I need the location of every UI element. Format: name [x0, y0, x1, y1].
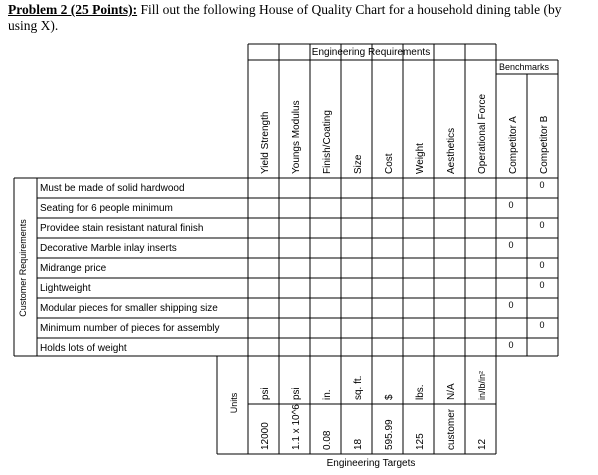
customer-requirement-label: Holds lots of weight	[40, 343, 127, 354]
competitor-b-value: 0	[539, 220, 545, 230]
column-header: Aesthetics	[446, 127, 457, 174]
benchmark-column-header: Competitor A	[508, 116, 519, 174]
competitor-b-value: 0	[539, 320, 545, 330]
engineering-target-value: 595.99	[384, 419, 395, 450]
engineering-target-value: 125	[415, 433, 426, 450]
customer-requirement-label: Minimum number of pieces for assembly	[40, 323, 220, 334]
customer-requirement-label: Must be made of solid hardwood	[40, 183, 185, 194]
engineering-target-value: 12000	[260, 422, 271, 450]
problem-heading: Problem 2 (25 Points):	[8, 2, 138, 17]
unit-value: $	[384, 394, 395, 400]
competitor-a-value: 0	[508, 340, 514, 350]
competitor-b-value: 0	[539, 180, 545, 190]
competitor-b-value: 0	[539, 280, 545, 290]
customer-requirement-label: Providee stain resistant natural finish	[40, 223, 204, 234]
customer-requirement-label: Modular pieces for smaller shipping size	[40, 303, 218, 314]
unit-value: psi	[291, 387, 302, 400]
customer-requirement-label: Decorative Marble inlay inserts	[40, 243, 177, 254]
competitor-b-value: 0	[539, 260, 545, 270]
engineering-target-value: 12	[477, 438, 488, 450]
units-label: Units	[229, 392, 239, 414]
unit-value: N/A	[446, 383, 457, 400]
customer-requirement-label: Midrange price	[40, 263, 107, 274]
engineering-target-value: 0.08	[322, 430, 333, 450]
column-header: Yield Strength	[260, 111, 271, 174]
column-header: Operational Force	[477, 93, 488, 174]
engineering-target-value: 18	[353, 438, 364, 450]
engineering-targets-label: Engineering Targets	[326, 458, 416, 469]
unit-value: psi	[260, 387, 271, 400]
column-header: Finish/Coating	[322, 110, 333, 174]
customer-requirements-label: Customer Requirements	[18, 219, 28, 317]
column-header: Youngs Modulus	[291, 100, 302, 174]
unit-value: lbs.	[415, 384, 426, 400]
column-header: Weight	[415, 143, 426, 174]
customer-requirement-label: Seating for 6 people minimum	[40, 203, 173, 214]
competitor-a-value: 0	[508, 240, 514, 250]
unit-value: in/lb/in²	[477, 370, 487, 400]
engineering-target-value: customer	[446, 408, 457, 450]
column-header: Size	[353, 154, 364, 174]
problem-text: Fill out the following House of Quality Chart for a household dining table (by using X).	[8, 2, 562, 33]
unit-value: in.	[322, 389, 333, 400]
engineering-target-value: 1.1 x 10^6	[291, 404, 302, 450]
column-header: Cost	[384, 153, 395, 174]
benchmarks-label: Benchmarks	[498, 62, 550, 72]
benchmark-column-header: Competitor B	[539, 115, 550, 174]
engineering-requirements-label: Engineering Requirements	[311, 47, 431, 58]
competitor-a-value: 0	[508, 200, 514, 210]
unit-value: sq. ft.	[353, 375, 364, 400]
customer-requirement-label: Lightweight	[40, 283, 91, 294]
competitor-a-value: 0	[508, 300, 514, 310]
